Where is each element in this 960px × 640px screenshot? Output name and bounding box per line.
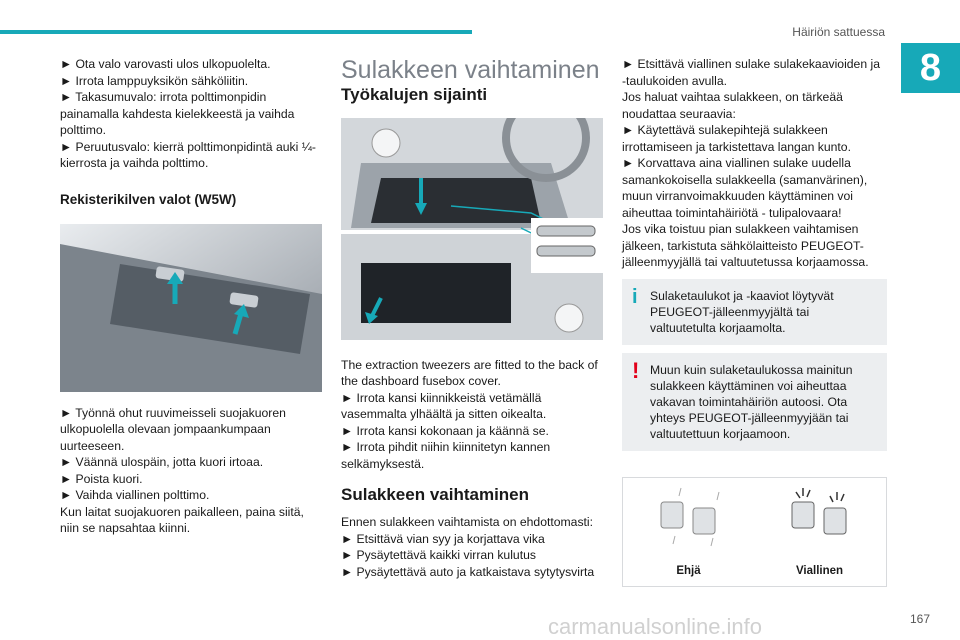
column-left <box>60 56 322 537</box>
fuse-good-label: Ehjä <box>676 565 701 577</box>
header-accent-bar <box>0 30 472 34</box>
step: ► Etsittävä viallinen sulake sulakekaavioiden ja -taulukoiden avulla. <box>622 57 880 88</box>
step: ► Irrota kansi kokonaan ja käännä se. <box>341 423 549 438</box>
paragraph: Ennen sulakkeen vaihtamista on ehdottomasti: <box>341 515 594 529</box>
fuse-blown-cell <box>754 478 885 558</box>
paragraph: Jos haluat vaihtaa sulakkeen, on tärkeää noudattaa seuraavia: <box>622 90 843 121</box>
section-title: Häiriön sattuessa <box>792 25 885 39</box>
warning-note <box>622 353 887 451</box>
fuse-blown-icon <box>754 478 885 558</box>
step: ► Peruutusvalo: kierrä polttimonpidintä auki ¼-kierrosta ja vaihda polttimo. <box>60 139 316 170</box>
watermark: carmanualsonline.info <box>548 614 763 639</box>
step: ► Etsittävä vian syy ja korjattava vika <box>341 531 545 546</box>
step: ► Työnnä ohut ruuvimeisseli suojakuoren ulkopuolella olevaan jompaankumpaan uurteeseen. <box>60 405 286 453</box>
step: ► Pysäytettävä kaikki virran kulutus <box>341 548 536 562</box>
info-note-text: Sulaketaulukot ja -kaaviot löytyvät PEUGEOT-jälleenmyyjältä tai valtuutetulta korjaamolta. <box>650 288 834 335</box>
warning-note-text: Muun kuin sulaketaulukossa mainitun sulakkeen käyttäminen voi aiheuttaa vakavan toimintahäiriön autoosi. Ota yhteys PEUGEOT-jälleenmyyjään tai valtuutettuun korjaamoon. <box>650 362 853 441</box>
chapter-badge: 8 <box>901 43 960 93</box>
step: ► Vaihda viallinen polttimo. <box>60 488 210 502</box>
step: ► Irrota lamppuyksikön sähköliitin. <box>60 73 249 88</box>
warning-icon: ! <box>632 357 640 383</box>
fuse-blown-label: Viallinen <box>795 565 844 577</box>
subheading-plate-lights: Rekisterikilven valot (W5W) <box>60 191 237 207</box>
step: ► Käytettävä sulakepihtejä sulakkeen irrottamiseen ja tarkistettava langan kunto. <box>622 123 851 154</box>
subheading-replace: Sulakkeen vaihtaminen <box>341 485 530 504</box>
fuse-good-icon <box>623 478 754 558</box>
step: ► Ota valo varovasti ulos ulkopuolelta. <box>60 57 271 71</box>
step: ► Takasumuvalo: irrota polttimonpidin painamalla kahdesta kielekkeestä ja vaihda polttimo. <box>60 90 295 137</box>
column-middle <box>341 56 603 580</box>
paragraph: The extraction tweezers are fitted to the back of the dashboard fusebox cover. <box>341 357 598 388</box>
page-number: 167 <box>909 612 930 626</box>
subheading-tools: Työkalujen sijainti <box>341 85 488 104</box>
dashboard-fusebox-illustration <box>341 118 603 340</box>
step: Kun laitat suojakuoren paikalleen, paina siitä, niin se napsahtaa kiinni. <box>60 504 304 535</box>
paragraph: Jos vika toistuu pian sulakkeen vaihtamisen jälkeen, tarkistuta sähkölaitteisto PEUGEOT-jälleenmyyjällä tai valtuutetussa korjaamossa. <box>622 222 869 269</box>
step: ► Korvattava aina viallinen sulake uudella samankokoisella sulakkeella (samanvärinen), muun virranvoimakkuuden käyttäminen voi aiheuttaa toimintahäiriötä - tulipalovaara! <box>622 156 868 220</box>
step: ► Irrota pihdit niihin kiinnitetyn kannen selkämyksestä. <box>341 440 551 471</box>
fuse-good-cell <box>623 478 754 558</box>
step: ► Pysäytettävä auto ja katkaistava sytytysvirta <box>341 564 595 579</box>
step: ► Poista kuori. <box>60 471 143 486</box>
fuse-comparison-table <box>622 477 887 587</box>
section-heading: Sulakkeen vaihtaminen <box>341 56 600 84</box>
info-note <box>622 279 887 345</box>
column-right <box>622 56 887 587</box>
step: ► Irrota kansi kiinnikkeistä vetämällä vasemmalta ylhäältä ja sitten oikealta. <box>341 390 547 421</box>
step: ► Väännä ulospäin, jotta kuori irtoaa. <box>60 455 264 469</box>
license-plate-light-illustration <box>60 224 322 392</box>
info-icon: i <box>632 285 638 308</box>
